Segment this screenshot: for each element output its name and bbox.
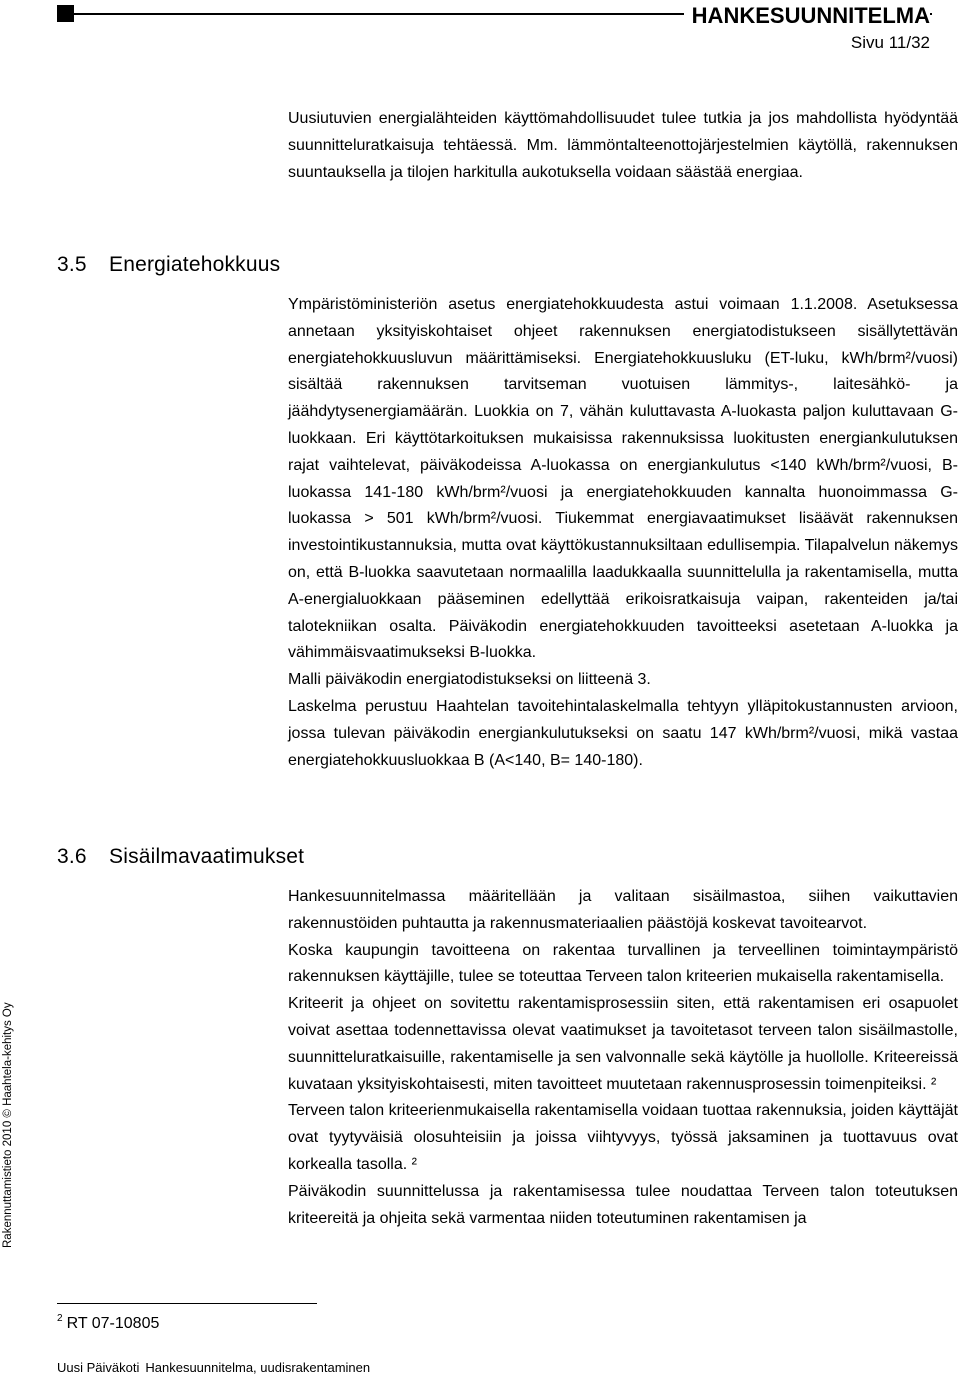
intro-paragraph: Uusiutuvien energialähteiden käyttömahdollisuudet tulee tutkia ja jos mahdollista hyödyntää suunnitteluratkaisuja tehtäessä. Mm. lämmöntalteenottojärjestelmien käytöllä, rakennuksen suuntauksella ja tilojen harkitulla aukotuksella voidaan säästää energiaa. (288, 110, 958, 181)
section-title: Sisäilmavaatimukset (109, 845, 305, 868)
header-square (57, 5, 74, 22)
section-body-3-6 (288, 884, 958, 1232)
section-title: Energiatehokkuus (109, 253, 281, 276)
paragraph: Malli päiväkodin energiatodistukseksi on liitteenä 3. (288, 671, 651, 689)
section-number: 3.6 (57, 845, 87, 868)
paragraph: Ympäristöministeriön asetus energiatehokkuudesta astui voimaan 1.1.2008. Asetuksessa annetaan yksityiskohtaiset ohjeet rakennuksen energiatodistukseen sisällytettävän energiatehokkuusluvun määrittämiseksi. Energiatehokkuusluku (ET-luku, kWh/brm²/vuosi) sisältää rakennuksen tarvitseman vuotuisen lämmitys-, laitesähkö- ja jäähdytysenergiamäärän. Luokkia on 7, vähän kuluttavasta A-luokasta paljon kuluttavaan G-luokkaan. Eri käyttötarkoituksen mukaisissa rakennuksissa luokitusten energiankulutuksen rajat vaihtelevat, päiväkodeissa A-luokassa on energiankulutus <140 kWh/brm²/vuosi, B-luokassa 141-180 kWh/brm²/vuosi ja energiatehokkuuden kannalta huonoimmassa G-luokassa > 501 kWh/brm²/vuosi. Tiukemmat energiavaatimukset lisäävät rakennuksen investointikustannuksia, mutta ovat käyttökustannuksiltaan edullisempia. Tilapalvelun näkemys on, että B-luokka saavutetaan normaalilla laadukkaalla suunnittelulla ja rakentamisella, mutta A-energialuokkaan pääseminen edellyttää erikoisratkaisuja vaipan, rakenteiden ja/tai talotekniikan osalta. Päiväkodin energiatehokkuuden tavoitteeksi asetetaan A-luokka ja vähimmäisvaatimukseksi B-luokka. (288, 296, 958, 662)
intro-block (288, 106, 958, 186)
paragraph: Kriteerit ja ohjeet on sovitettu rakentamisprosessiin siten, että rakentamisen eri osapuolet voivat asettaa todennettavissa olevat vaatimukset ja tavoitetasot terveen talon sisäilmastolle, suunnitteluratkaisuille, rakentamiselle ja sen valvonnalle sekä käytölle ja huollolle. Kriteereissä kuvataan yksityiskohtaisesti, miten tavoitteet muutetaan rakennusprosessin toimenpiteiksi. ² (288, 995, 958, 1093)
footnote (57, 1313, 159, 1333)
section-heading-3-6 (57, 845, 304, 869)
paragraph: Laskelma perustuu Haahtelan tavoitehintalaskelmalla tehtyyn ylläpitokustannusten arvioon, jossa tulevan päiväkodin energiankulutukseksi on saatu 147 kWh/brm²/vuosi, mikä vastaa energiatehokkuusluokkaa B (A<140, B= 140-180). (288, 697, 958, 769)
page-number: Sivu 11/32 (850, 33, 930, 52)
section-number: 3.5 (57, 253, 87, 276)
page-footer (57, 1360, 370, 1375)
footnote-text: RT 07-10805 (66, 1315, 160, 1332)
footnote-number: 2 (57, 1313, 63, 1324)
paragraph: Päiväkodin suunnittelussa ja rakentamisessa tulee noudattaa Terveen talon toteutuksen kriteereitä ja ohjeita sekä varmentaa niiden toteutuminen rakentamisen ja (288, 1182, 958, 1227)
side-copyright: Rakennuttamistieto 2010 © Haahtela-kehitys Oy (2, 1002, 14, 1248)
section-heading-3-5 (57, 253, 280, 277)
paragraph: Hankesuunnitelmassa määritellään ja valitaan sisäilmastoa, siihen vaikuttavien rakennustöiden puhtautta ja rakennusmateriaalien päästöjä koskevat tavoitearvot. (288, 888, 958, 932)
paragraph: Terveen talon kriteerienmukaisella rakentamisella voidaan tuottaa rakennuksia, joiden käyttäjät ovat tyytyväisiä olosuhteisiin ja joissa viihtyvyys, työssä jaksaminen ja tuottavuus ovat korkealla tasolla. ² (288, 1102, 958, 1173)
footer-document: Hankesuunnitelma, uudisrakentaminen (145, 1360, 371, 1375)
document-title: HANKESUUNNITELMA (684, 3, 930, 29)
paragraph: Koska kaupungin tavoitteena on rakentaa turvallinen ja terveellinen toimintaympäristö rakennuksen käyttäjille, tulee se toteuttaa Terveen talon kriteerien mukaisella rakentamisella. (288, 941, 958, 986)
footer-project: Uusi Päiväkoti (57, 1360, 140, 1375)
footnote-rule (57, 1303, 317, 1304)
section-body-3-5 (288, 292, 958, 774)
